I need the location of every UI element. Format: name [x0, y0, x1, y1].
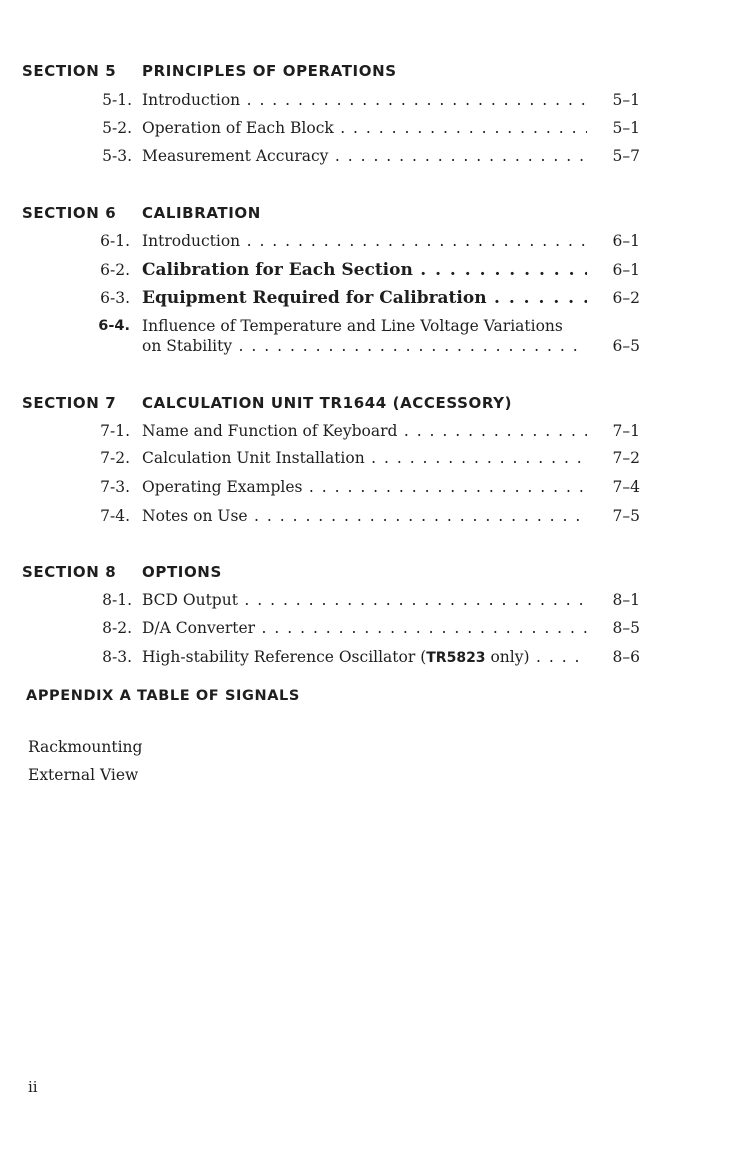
entry-page: 8–5 — [612, 619, 640, 637]
entry-page: 6–1 — [612, 232, 640, 250]
toc-entry[interactable] — [0, 506, 742, 530]
entry-label: Name and Function of Keyboard . . . — [142, 421, 587, 441]
entry-label: on Stability . . . — [142, 336, 587, 356]
entry-number: 7-4. — [100, 507, 130, 525]
entry-page: 6–2 — [612, 289, 640, 307]
section-7-heading — [22, 394, 513, 412]
entry-label: Measurement Accuracy . . . — [142, 146, 587, 166]
section-number: SECTION 8 — [22, 563, 117, 581]
section-title: CALCULATION UNIT TR1644 (ACCESSORY) — [142, 394, 513, 412]
extra-item-rackmounting[interactable]: Rackmounting — [28, 738, 143, 756]
entry-number: 6-2. — [100, 261, 130, 279]
toc-entry[interactable] — [0, 477, 742, 501]
entry-number: 5-3. — [102, 147, 132, 165]
entry-label: Calculation Unit Installation . . . — [142, 448, 587, 468]
section-5-heading — [22, 62, 397, 80]
entry-label — [142, 647, 587, 668]
entry-number: 8-2. — [102, 619, 132, 637]
entry-number: 6-1. — [100, 232, 130, 250]
toc-entry[interactable] — [0, 421, 742, 445]
entry-number: 6-4. — [98, 318, 130, 334]
toc-entry[interactable] — [0, 618, 742, 642]
model-number: TR5823 — [426, 650, 486, 666]
entry-page: 8–1 — [612, 591, 640, 609]
entry-page: 7–5 — [612, 507, 640, 525]
entry-page: 8–6 — [612, 648, 640, 666]
toc-entry[interactable] — [0, 316, 742, 360]
entry-number: 7-1. — [100, 422, 130, 440]
section-title: PRINCIPLES OF OPERATIONS — [142, 62, 397, 80]
entry-page: 5–1 — [612, 119, 640, 137]
toc-entry[interactable] — [0, 118, 742, 142]
entry-label-part: only) — [485, 648, 530, 666]
section-6-heading — [22, 204, 261, 222]
toc-entry[interactable] — [0, 647, 742, 671]
entry-label: Equipment Required for Calibration . . . — [142, 288, 587, 308]
entry-page: 7–1 — [612, 422, 640, 440]
entry-number: 8-1. — [102, 591, 132, 609]
entry-number: 8-3. — [102, 648, 132, 666]
entry-label-line1: Influence of Temperature and Line Voltage Variations — [142, 317, 563, 335]
entry-number: 5-2. — [102, 119, 132, 137]
toc-entry[interactable] — [0, 590, 742, 614]
toc-entry[interactable] — [0, 288, 742, 312]
entry-page: 5–7 — [612, 147, 640, 165]
entry-label: Introduction . . . — [142, 90, 587, 110]
entry-number: 7-3. — [100, 478, 130, 496]
section-title: CALIBRATION — [142, 204, 261, 222]
entry-label-part: High-stability Reference Oscillator ( — [142, 648, 427, 666]
entry-page: 7–4 — [612, 478, 640, 496]
section-number: SECTION 5 — [22, 62, 117, 80]
toc-entry[interactable] — [0, 448, 742, 472]
extra-item-external-view[interactable]: External View — [28, 766, 139, 784]
entry-label: Operating Examples . . . — [142, 477, 587, 497]
section-number: SECTION 6 — [22, 204, 117, 222]
toc-entry[interactable] — [0, 146, 742, 170]
entry-page: 5–1 — [612, 91, 640, 109]
entry-label: Introduction . . . — [142, 231, 587, 251]
entry-page: 6–5 — [612, 337, 640, 355]
entry-label: D/A Converter . . . — [142, 618, 587, 638]
entry-page: 7–2 — [612, 449, 640, 467]
toc-entry[interactable] — [0, 90, 742, 114]
appendix-heading: APPENDIX A TABLE OF SIGNALS — [26, 688, 300, 704]
toc-entry[interactable] — [0, 260, 742, 284]
entry-number: 7-2. — [100, 449, 130, 467]
entry-page: 6–1 — [612, 261, 640, 279]
entry-label: BCD Output . . . — [142, 590, 587, 610]
entry-label: Notes on Use . . . — [142, 506, 587, 526]
entry-label: Calibration for Each Section . . . — [142, 260, 587, 280]
section-title: OPTIONS — [142, 563, 222, 581]
section-8-heading — [22, 563, 222, 581]
section-number: SECTION 7 — [22, 394, 117, 412]
entry-number: 6-3. — [100, 289, 130, 307]
toc-entry[interactable] — [0, 231, 742, 255]
page-number: ii — [28, 1078, 38, 1096]
entry-label: Operation of Each Block . . . — [142, 118, 587, 138]
entry-number: 5-1. — [102, 91, 132, 109]
